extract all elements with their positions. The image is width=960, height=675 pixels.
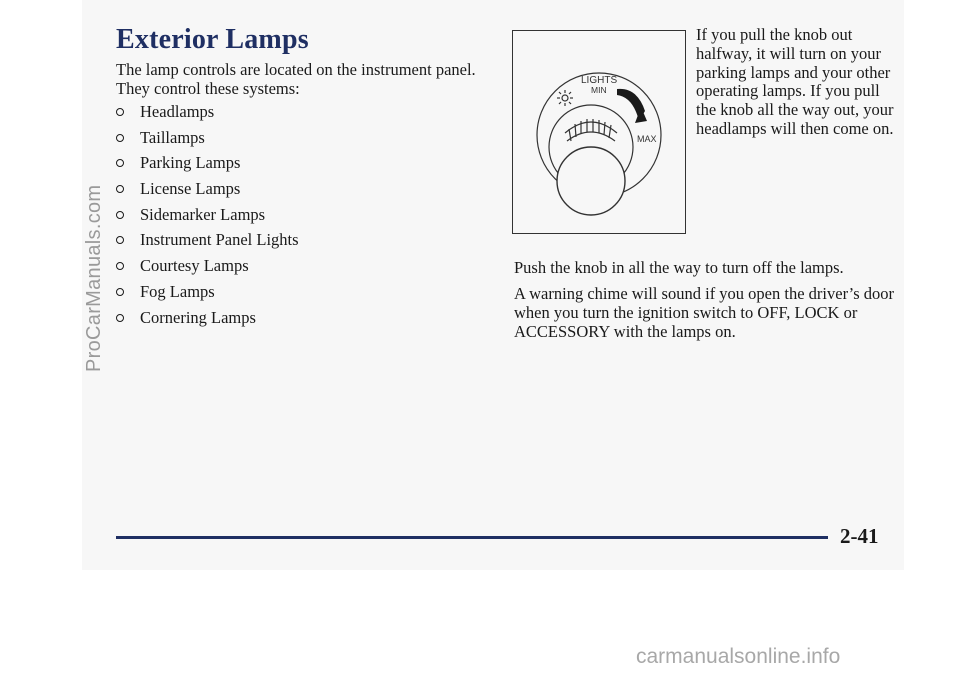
list-item-label: Sidemarker Lamps bbox=[140, 204, 266, 224]
push-knob-paragraph: Push the knob in all the way to turn off the lamps. bbox=[514, 258, 844, 277]
footer-rule bbox=[116, 536, 828, 539]
page-title: Exterior Lamps bbox=[116, 24, 309, 55]
lights-label: LIGHTS bbox=[581, 75, 618, 86]
min-label: MIN bbox=[591, 85, 607, 95]
list-item-label: Cornering Lamps bbox=[140, 307, 256, 327]
list-item bbox=[116, 230, 299, 256]
lamp-knob-drawing bbox=[513, 31, 685, 233]
list-item-label: Headlamps bbox=[140, 102, 215, 121]
side-watermark: ProCarManuals.com bbox=[83, 184, 105, 372]
list-item-label: License Lamps bbox=[140, 179, 241, 199]
bullet-icon bbox=[116, 288, 124, 296]
bullet-icon bbox=[116, 314, 124, 322]
bullet-icon bbox=[116, 108, 124, 116]
bullet-icon bbox=[116, 236, 124, 244]
bullet-icon bbox=[116, 262, 124, 270]
list-item-label: Parking Lamps bbox=[140, 153, 241, 173]
max-label: MAX bbox=[637, 134, 657, 144]
list-item bbox=[116, 128, 299, 154]
page-number: 2-41 bbox=[840, 524, 879, 548]
lamp-systems-list bbox=[116, 102, 299, 333]
list-item bbox=[116, 308, 299, 334]
knob-ribs bbox=[565, 119, 617, 141]
list-item bbox=[116, 102, 299, 128]
list-item-label: Courtesy Lamps bbox=[140, 256, 249, 276]
bullet-icon bbox=[116, 185, 124, 193]
list-item bbox=[116, 282, 299, 308]
knob-instructions: If you pull the knob out halfway, it will turn on your parking lamps and your other operating lamps. If you pull the knob all the way out, your headlamps will then come on. bbox=[696, 25, 894, 138]
lamp-knob-illustration bbox=[512, 30, 686, 234]
list-item bbox=[116, 179, 299, 205]
dimmer-sun-icon bbox=[557, 90, 573, 106]
bullet-icon bbox=[116, 211, 124, 219]
list-item bbox=[116, 256, 299, 282]
bullet-icon bbox=[116, 134, 124, 142]
list-item bbox=[116, 205, 299, 231]
warning-chime-paragraph: A warning chime will sound if you open the driver’s door when you turn the ignition switch to OFF, LOCK or ACCESSORY with the lamps on. bbox=[514, 284, 895, 341]
bottom-watermark: carmanualsonline.info bbox=[636, 645, 841, 668]
bullet-icon bbox=[116, 159, 124, 167]
knob-face bbox=[557, 147, 625, 215]
list-item bbox=[116, 153, 299, 179]
list-item-label: Taillamps bbox=[140, 127, 205, 147]
list-item-label: Instrument Panel Lights bbox=[140, 230, 299, 250]
list-item-label: Fog Lamps bbox=[140, 281, 215, 301]
intro-paragraph: The lamp controls are located on the instrument panel. They control these systems: bbox=[116, 60, 476, 98]
